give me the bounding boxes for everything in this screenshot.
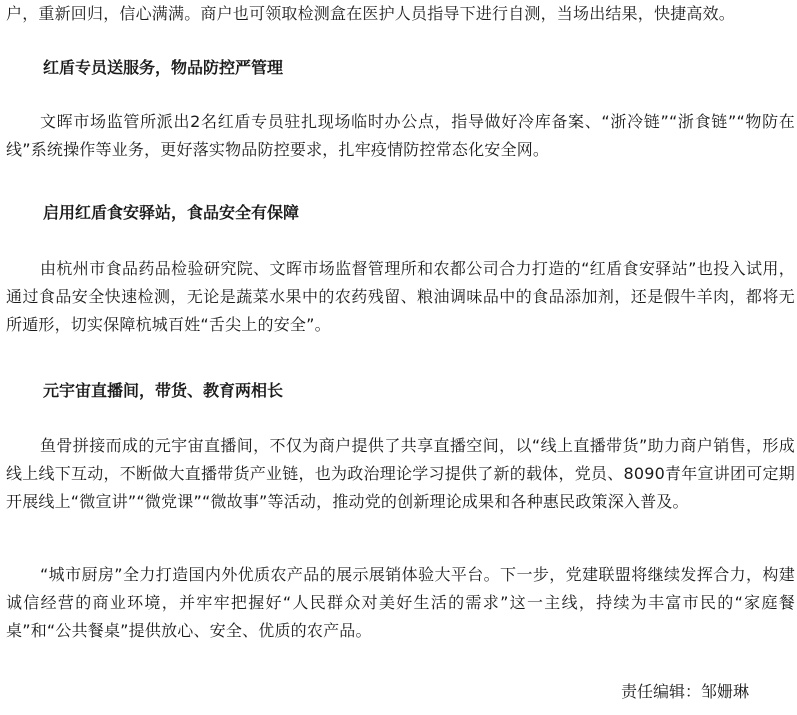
- section-body-metaverse-live-room: 鱼骨拼接而成的元宇宙直播间，不仅为商户提供了共享直播空间，以“线上直播带货”助力商户销售，形成线上线下互动，不断做大直播带货产业链，也为政治理论学习提供了新的载体，党员、8090青年宣讲团可定期开展线上“微宣讲”“微党课”“微故事”等活动，推动党的创新理论成果和各种惠民政策深入普及。: [6, 436, 795, 511]
- section-heading-metaverse-live-room: 元宇宙直播间，带货、教育两相长: [43, 381, 284, 400]
- section-body-red-shield-service: 文晖市场监管所派出2名红盾专员驻扎现场临时办公点，指导做好冷库备案、“浙冷链”“浙食链”“物防在线”系统操作等业务，更好落实物品防控要求，扎牢疫情防控常态化安全网。: [6, 112, 795, 159]
- closing-paragraph: “城市厨房”全力打造国内外优质农产品的展示展销体验大平台。下一步，党建联盟将继续发挥合力，构建诚信经营的商业环境，并牢牢把握好“人民群众对美好生活的需求”这一主线，持续为丰富市民的“家庭餐桌”和“公共餐桌”提供放心、安全、优质的农产品。: [6, 565, 795, 640]
- editor-credit: 责任编辑：邹姗琳: [620, 682, 749, 701]
- section-heading-food-safety-station: 启用红盾食安驿站，食品安全有保障: [43, 203, 300, 222]
- section-heading-red-shield-service: 红盾专员送服务，物品防控严管理: [43, 58, 284, 77]
- section-body-food-safety-station: 由杭州市食品药品检验研究院、文晖市场监督管理所和农都公司合力打造的“红盾食安驿站”也投入试用，通过食品安全快速检测，无论是蔬菜水果中的农药残留、粮油调味品中的食品添加剂，还是假牛羊肉，都将无所遁形，切实保障杭城百姓“舌尖上的安全”。: [6, 259, 795, 334]
- intro-paragraph-tail: 户，重新回归，信心满满。商户也可领取检测盒在医护人员指导下进行自测，当场出结果，快捷高效。: [6, 4, 736, 23]
